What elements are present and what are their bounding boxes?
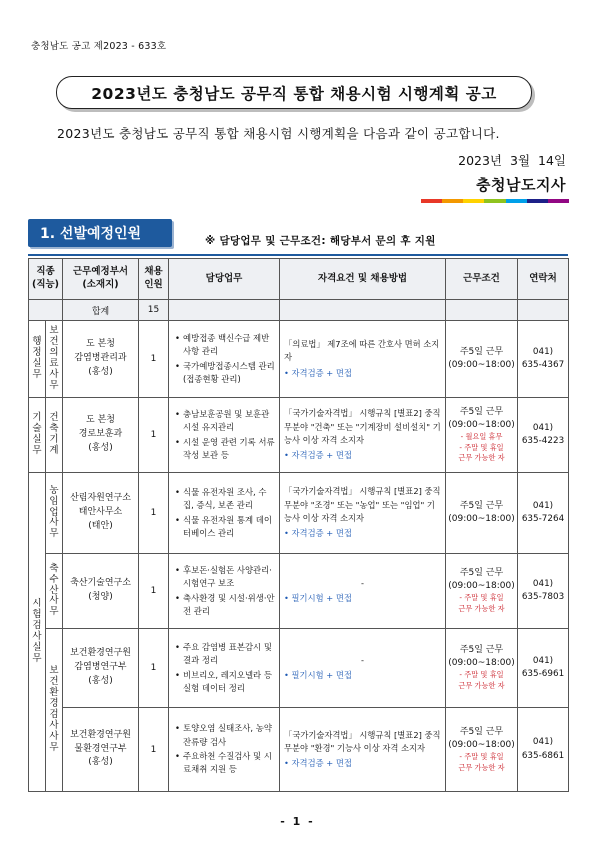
announcement-date <box>454 151 566 169</box>
table-row <box>29 321 569 398</box>
notice-number: 충청남도 공고 제2023 - 633호 <box>31 41 167 52</box>
header-dept: 근무예정부서 (소재지) <box>63 259 139 300</box>
count-cell: 1 <box>139 473 169 554</box>
qualification-cell: 「국가기술자격법」 시행규칙 [별표2] 중직무분야 "환경" 기능사 이상 자격 소지자 • 자격검증 + 면접 <box>280 708 446 792</box>
conditions-cell: 주5일 근무 (09:00~18:00) - 월요일 휴무 - 주말 및 휴일 근무 가능한 자 <box>446 398 518 473</box>
recruitment-table <box>28 258 569 792</box>
qualification-cell: 「의료법」 제7조에 따른 간호사 면허 소지자 • 자격검증 + 면접 <box>280 321 446 398</box>
dept-cell: 도 본청 경로보훈과 (홍성) <box>63 398 139 473</box>
duty-item: • 국가예방접종시스템 관리(접종현황 관리) <box>175 360 275 387</box>
contact-cell: 041) 635-4223 <box>518 398 569 473</box>
table-row <box>29 708 569 792</box>
dept-cell: 보건환경연구원 물환경연구부 (홍성) <box>63 708 139 792</box>
brand-color-segment <box>484 199 505 203</box>
group-label-test: 시 험 검 사 실 무 <box>29 473 46 792</box>
section-note: ※ 담당업무 및 근무조건: 해당부서 문의 후 지원 <box>205 235 436 247</box>
count-cell: 1 <box>139 554 169 629</box>
count-cell: 1 <box>139 708 169 792</box>
brand-color-segment <box>463 199 484 203</box>
duty-item: • 시설 운영 관련 기록 서류 작성 보관 등 <box>175 436 275 463</box>
subtype-label: 농 임 업 사 무 <box>46 473 63 554</box>
section-divider <box>28 254 568 256</box>
issuer-name: 충청남도지사 <box>476 176 566 194</box>
duties-cell <box>169 554 280 629</box>
brand-color-segment <box>421 199 442 203</box>
qualification-cell: 「국가기술자격법」 시행규칙 [별표2] 중직무분야 "건축" 또는 "기계장비 설비설치" 기능사 이상 자격 소지자 • 자격검증 + 면접 <box>280 398 446 473</box>
section-heading: 1. 선발예정인원 <box>28 219 172 247</box>
duties-cell <box>169 708 280 792</box>
qualification-cell: 「국가기술자격법」 시행규칙 [별표2] 중직무분야 "조경" 또는 "농업" 또는 "임업" 기능사 이상 자격 소지자 • 자격검증 + 면접 <box>280 473 446 554</box>
contact-cell: 041) 635-6861 <box>518 708 569 792</box>
header-qualification: 자격요건 및 채용방법 <box>280 259 446 300</box>
brand-color-segment <box>506 199 527 203</box>
selection-method: • 필기시험 + 면접 <box>284 669 441 682</box>
duty-item: • 후보돈·실험돈 사양관리·시험연구 보조 <box>175 564 275 591</box>
conditions-cell: 주5일 근무 (09:00~18:00) - 주말 및 휴일 근무 가능한 자 <box>446 629 518 708</box>
header-conditions: 근무조건 <box>446 259 518 300</box>
total-count: 15 <box>139 300 169 321</box>
selection-method: • 자격검증 + 면접 <box>284 757 441 770</box>
subtype-label: 보 건 의 료 사 무 <box>46 321 63 398</box>
table-row <box>29 554 569 629</box>
table-row <box>29 398 569 473</box>
subtype-label: 보 건 환 경 검 사 사 무 <box>46 629 63 792</box>
duties-cell <box>169 473 280 554</box>
duty-item: • 식물 유전자원 통계 데이터베이스 관리 <box>175 514 275 541</box>
date-year: 2023년 <box>458 153 503 168</box>
selection-method: • 필기시험 + 면접 <box>284 592 441 605</box>
count-cell: 1 <box>139 398 169 473</box>
dept-cell: 보건환경연구원 감염병연구부 (홍성) <box>63 629 139 708</box>
duty-item: • 토양오염 실태조사, 농약잔류량 검사 <box>175 722 275 749</box>
qualification-cell: - • 필기시험 + 면접 <box>280 554 446 629</box>
condition-note: - 주말 및 휴일 근무 가능한 자 <box>458 593 505 614</box>
duty-item: • 식물 유전자원 조사, 수집, 증식, 보존 관리 <box>175 486 275 513</box>
condition-note: - 주말 및 휴일 근무 가능한 자 <box>458 751 505 772</box>
contact-cell: 041) 635-7803 <box>518 554 569 629</box>
header-duties: 담당업무 <box>169 259 280 300</box>
date-day: 14일 <box>538 153 566 168</box>
subtype-label: 축 수 산 사 무 <box>46 554 63 629</box>
brand-color-segment <box>548 199 569 203</box>
count-cell: 1 <box>139 629 169 708</box>
contact-cell: 041) 635-6961 <box>518 629 569 708</box>
count-cell: 1 <box>139 321 169 398</box>
duties-cell <box>169 321 280 398</box>
condition-note: - 주말 및 휴일 근무 가능한 자 <box>458 670 505 691</box>
page-title: 2023년도 충청남도 공무직 통합 채용시험 시행계획 공고 <box>56 76 532 109</box>
date-month: 3월 <box>510 153 531 168</box>
selection-method: • 자격검증 + 면접 <box>284 527 441 540</box>
subtype-label: 건 축 기 계 <box>46 398 63 473</box>
table-header-row <box>29 259 569 300</box>
dept-cell: 축산기술연구소 (청양) <box>63 554 139 629</box>
duties-cell <box>169 629 280 708</box>
brand-color-segment <box>442 199 463 203</box>
condition-note: - 주말 및 휴일 근무 가능한 자 <box>458 442 505 463</box>
brand-color-bar <box>421 199 569 203</box>
conditions-cell: 주5일 근무 (09:00~18:00) - 주말 및 휴일 근무 가능한 자 <box>446 708 518 792</box>
table-row <box>29 629 569 708</box>
header-count: 채용 인원 <box>139 259 169 300</box>
duty-item: • 예방접종 백신수급 제반사항 관리 <box>175 332 275 359</box>
group-label-admin: 행 정 실 무 <box>29 321 46 398</box>
dept-cell: 도 본청 감염병관리과 (홍성) <box>63 321 139 398</box>
duty-item: • 주요하천 수질검사 및 시료채취 지원 등 <box>175 750 275 777</box>
selection-method: • 자격검증 + 면접 <box>284 449 441 462</box>
conditions-cell: 주5일 근무 (09:00~18:00) <box>446 321 518 398</box>
intro-text: 2023년도 충청남도 공무직 통합 채용시험 시행계획을 다음과 같이 공고합니다. <box>57 126 500 141</box>
conditions-cell: 주5일 근무 (09:00~18:00) - 주말 및 휴일 근무 가능한 자 <box>446 554 518 629</box>
conditions-cell: 주5일 근무 (09:00~18:00) <box>446 473 518 554</box>
brand-color-segment <box>527 199 548 203</box>
total-row <box>29 300 569 321</box>
page-number: - 1 - <box>280 815 315 828</box>
condition-note: - 월요일 휴무 <box>460 431 503 441</box>
total-label: 합계 <box>63 300 139 321</box>
group-label-tech: 기 술 실 무 <box>29 398 46 473</box>
header-contact: 연락처 <box>518 259 569 300</box>
duty-item: • 비브리오, 레지오넬라 등 실험 데이터 정리 <box>175 669 275 696</box>
table-row <box>29 473 569 554</box>
duties-cell <box>169 398 280 473</box>
duty-item: • 충남보훈공원 및 보훈관 시설 유지관리 <box>175 408 275 435</box>
header-type: 직종 (직능) <box>29 259 63 300</box>
contact-cell: 041) 635-7264 <box>518 473 569 554</box>
duty-item: • 축사환경 및 시설·위생·안전 관리 <box>175 592 275 619</box>
selection-method: • 자격검증 + 면접 <box>284 367 441 380</box>
duty-item: • 주요 감염병 표본감시 및 결과 정리 <box>175 641 275 668</box>
contact-cell: 041) 635-4367 <box>518 321 569 398</box>
qualification-cell: - • 필기시험 + 면접 <box>280 629 446 708</box>
dept-cell: 산림자원연구소 태안사무소 (태안) <box>63 473 139 554</box>
